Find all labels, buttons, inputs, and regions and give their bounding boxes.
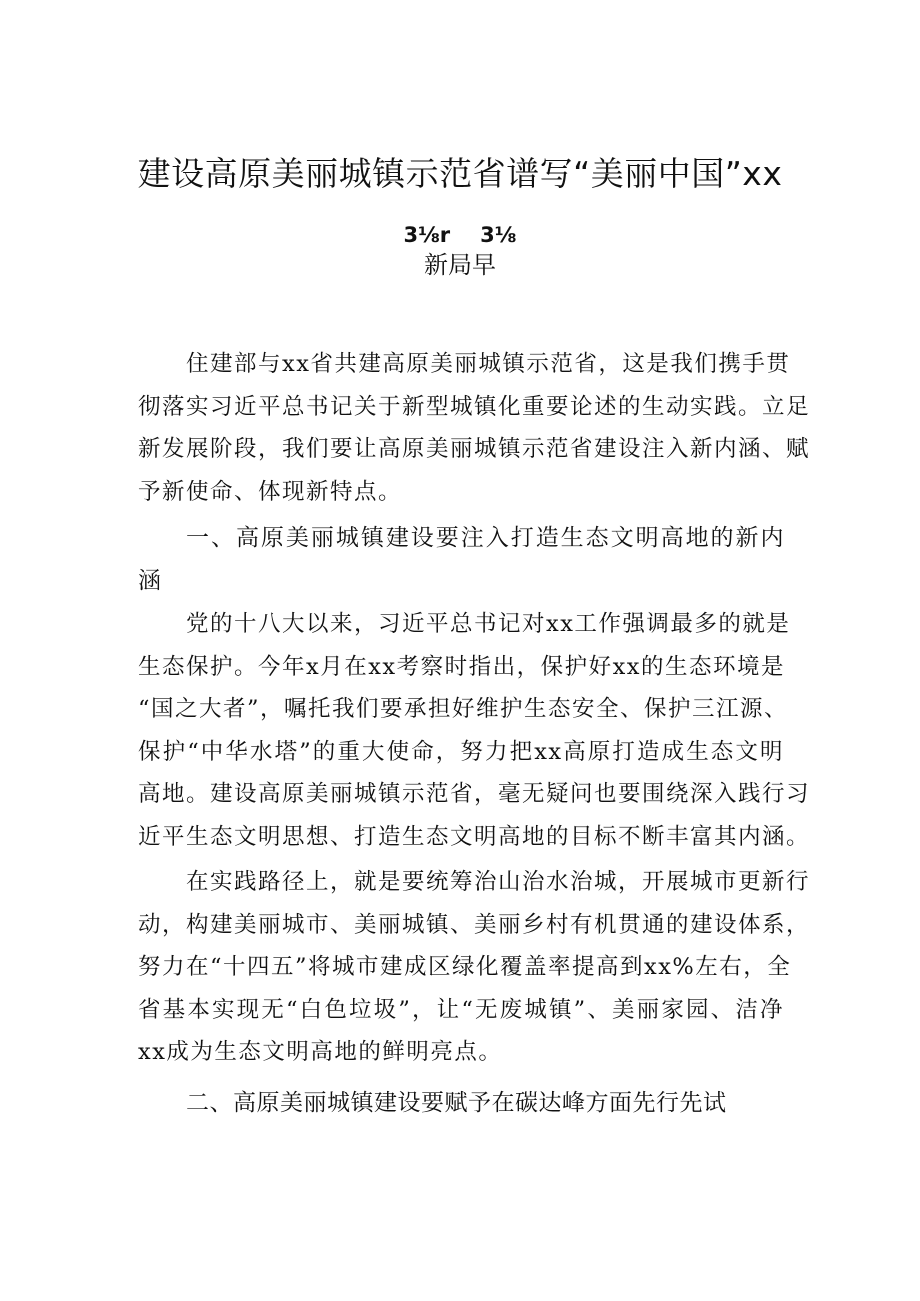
- document-title: 建设高原美丽城镇示范省谱写“美丽中国”xx: [137, 154, 783, 193]
- paragraph-line: xx成为生态文明高地的鲜明亮点。: [138, 1039, 503, 1065]
- byline-left: 3⅛r: [403, 223, 451, 247]
- paragraph-line: 高地。建设高原美丽城镇示范省，毫无疑问也要围绕深入践行习: [138, 781, 811, 807]
- byline-right: 3⅛: [480, 223, 517, 247]
- paragraph-line: 努力在“十四五”将城市建成区绿化覆盖率提高到xx%左右，全: [138, 954, 792, 980]
- paragraph-line: 在实践路径上，就是要统筹治山治水治城，开展城市更新行: [186, 869, 811, 895]
- paragraph-line: 保护“中华水塔”的重大使命，努力把xx高原打造成生态文明: [138, 738, 784, 765]
- paragraph-line: 生态保护。今年x月在xx考察时指出，保护好xx的生态环境是: [138, 653, 785, 680]
- paragraph-line: 彻落实习近平总书记关于新型城镇化重要论述的生动实践。立足: [138, 393, 811, 420]
- section-heading-2: [138, 1082, 784, 1125]
- heading-line: 二、高原美丽城镇建设要赋予在碳达峰方面先行先试: [186, 1090, 727, 1116]
- heading-line: 涵: [138, 567, 162, 594]
- paragraph-practice: [138, 861, 811, 1074]
- paragraph-line: 动，构建美丽城市、美丽城镇、美丽乡村有机贯通的建设体系，: [138, 911, 811, 938]
- section-heading-1: [138, 517, 784, 602]
- paragraph-line: 住建部与xx省共建高原美丽城镇示范省，这是我们携手贯: [186, 351, 791, 377]
- byline: [0, 222, 920, 248]
- author-name: 新局早: [424, 251, 496, 279]
- paragraph-line: “国之大者”，嘱托我们要承担好维护生态安全、保护三江源、: [138, 696, 789, 722]
- paragraph-line: 予新使命、体现新特点。: [138, 478, 403, 505]
- heading-line: 一、高原美丽城镇建设要注入打造生态文明高地的新内: [186, 525, 784, 551]
- paragraph-line: 新发展阶段，我们要让高原美丽城镇示范省建设注入新内涵、赋: [138, 436, 811, 462]
- paragraph-ecology: [138, 603, 811, 858]
- paragraph-line: 省基本实现无“白色垃圾”，让“无废城镇”、美丽家园、洁净: [138, 996, 784, 1023]
- paragraph-line: 近平生态文明思想、打造生态文明高地的目标不断丰富其内涵。: [138, 823, 811, 850]
- paragraph-intro: [138, 343, 811, 513]
- paragraph-line: 党的十八大以来，习近平总书记对xx工作强调最多的就是: [186, 611, 791, 637]
